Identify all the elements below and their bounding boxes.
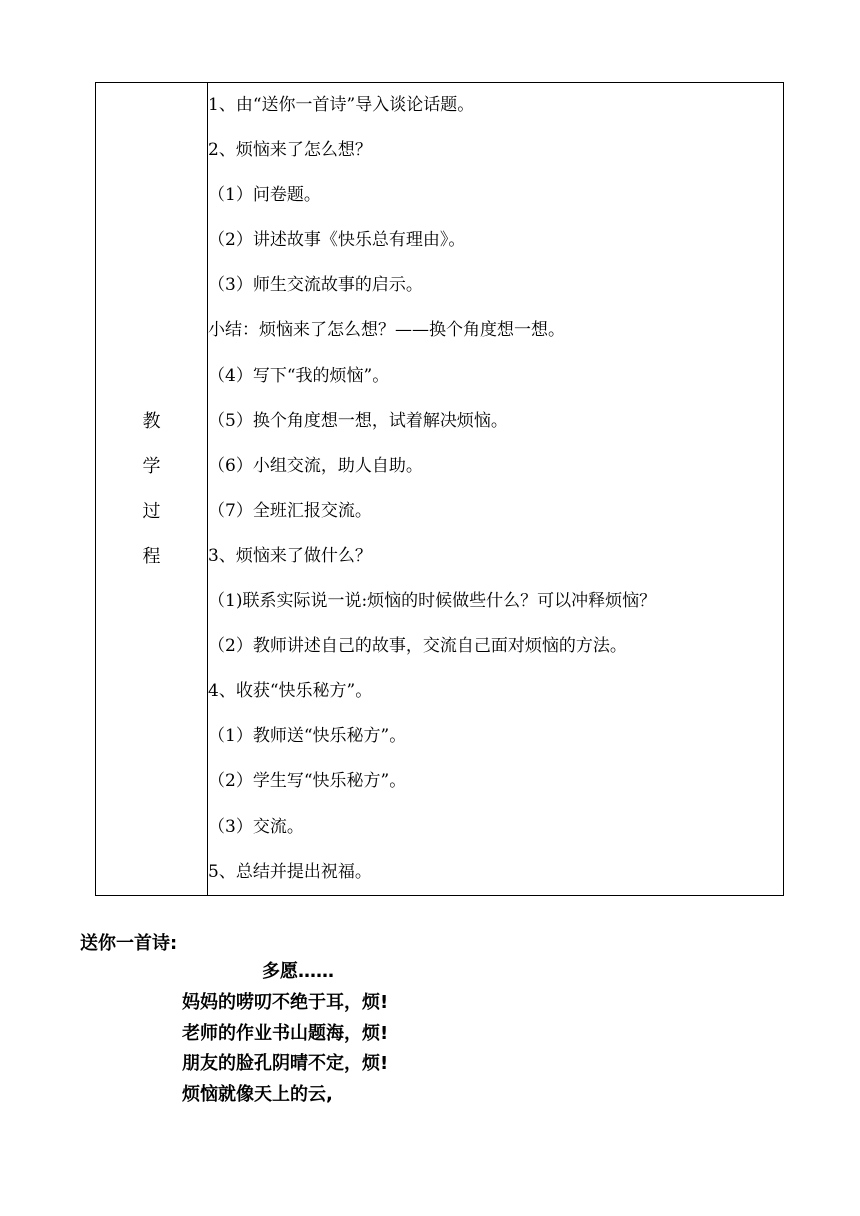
step-line: （3）师生交流故事的启示。 <box>208 275 423 296</box>
poem-line: 朋友的脸孔阴晴不定，烦! <box>182 1053 389 1074</box>
step-line: 2、烦恼来了怎么想？ <box>208 140 372 161</box>
step-line: 小结：烦恼来了怎么想？——换个角度想一想。 <box>208 320 565 341</box>
poem-title: 多愿…… <box>262 961 334 982</box>
section-label-cell <box>96 83 208 896</box>
step-line: （2）讲述故事《快乐总有理由》。 <box>208 230 466 251</box>
step-line: （1)联系实际说一说:烦恼的时候做些什么？可以冲释烦恼？ <box>208 591 657 612</box>
process-steps-cell <box>208 83 784 896</box>
step-line: 5、总结并提出祝福。 <box>208 861 372 882</box>
step-line: （6）小组交流，助人自助。 <box>208 455 423 476</box>
step-line: （1）问卷题。 <box>208 185 321 206</box>
step-line: （2）学生写“快乐秘方”。 <box>208 771 407 792</box>
poem-line: 烦恼就像天上的云, <box>182 1083 333 1105</box>
step-line: 1、由“送你一首诗”导入谈论话题。 <box>208 95 475 115</box>
section-label-char: 过 <box>142 500 161 522</box>
step-line: （7）全班汇报交流。 <box>208 500 372 521</box>
lesson-table <box>95 82 784 896</box>
step-line: （4）写下“我的烦恼”。 <box>208 365 390 386</box>
step-line: （3）交流。 <box>208 816 304 837</box>
step-line: 3、烦恼来了做什么？ <box>208 545 372 566</box>
lesson-table-row <box>96 83 784 896</box>
section-label-char: 学 <box>142 455 161 477</box>
poem-body <box>182 988 388 1110</box>
step-line: （2）教师讲述自己的故事，交流自己面对烦恼的方法。 <box>208 636 627 657</box>
poem-line: 老师的作业书山题海，烦! <box>182 1022 389 1044</box>
poem-line: 妈妈的唠叨不绝于耳，烦! <box>182 992 389 1013</box>
section-label-char: 程 <box>142 545 161 567</box>
step-line: （5）换个角度想一想，试着解决烦恼。 <box>208 410 508 431</box>
step-line: （1）教师送“快乐秘方”。 <box>208 726 407 747</box>
step-line: 4、收获“快乐秘方”。 <box>208 681 373 702</box>
section-label-char: 教 <box>142 410 161 432</box>
poem-heading: 送你一首诗: <box>80 933 178 954</box>
